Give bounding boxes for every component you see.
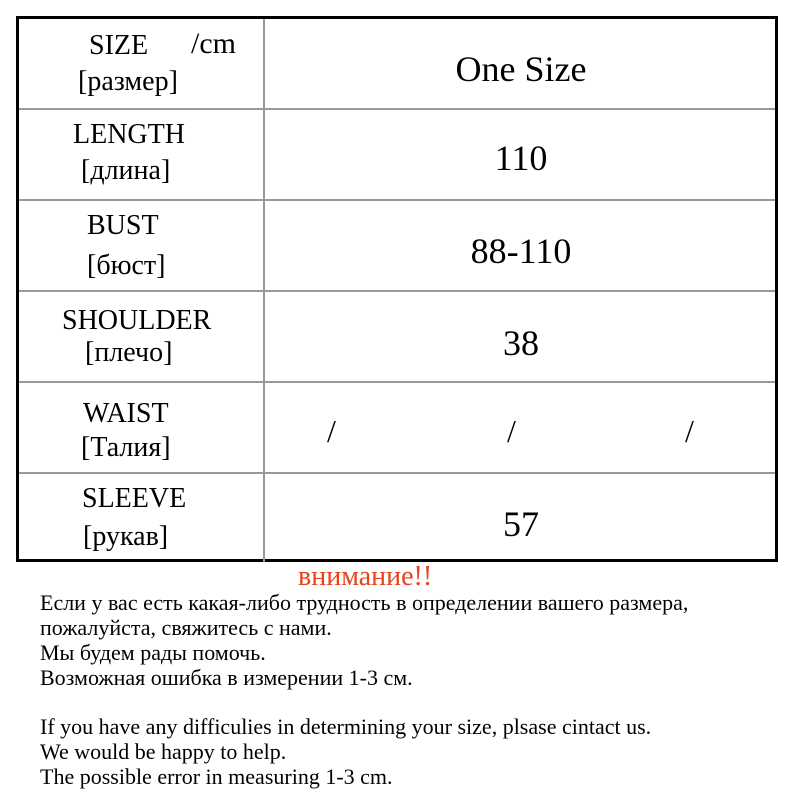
size-value: One Size	[455, 49, 587, 89]
row-label-cell	[19, 292, 265, 381]
row-label-en: WAIST	[83, 398, 169, 429]
row-label-cell	[19, 474, 265, 562]
table-row	[19, 292, 775, 383]
table-row	[19, 201, 775, 292]
row-value: 110	[494, 138, 548, 178]
header-label-cell	[19, 19, 265, 108]
waist-value-slash: /	[507, 413, 516, 449]
row-value-cell	[267, 201, 775, 290]
row-label-ru: [Талия]	[81, 432, 171, 463]
notice-en-line: The possible error in measuring 1-3 cm.	[40, 764, 393, 789]
notice-en-line: We would be happy to help.	[40, 739, 287, 764]
waist-value-slash: /	[685, 413, 694, 449]
notice-ru-line: Возможная ошибка в измерении 1-3 см.	[40, 665, 413, 690]
row-label-ru: [бюст]	[87, 250, 166, 281]
row-label-en: BUST	[87, 210, 159, 241]
size-label: SIZE	[89, 30, 149, 61]
row-label-ru: [длина]	[81, 155, 171, 186]
header-value-cell	[267, 19, 775, 108]
row-label-en: SHOULDER	[62, 305, 212, 336]
table-header-row	[19, 19, 775, 110]
row-value-cell	[267, 474, 775, 562]
row-label-ru: [плечо]	[85, 337, 173, 368]
table-row	[19, 383, 775, 474]
notice-ru-line: Мы будем рады помочь.	[40, 640, 266, 665]
row-value: 88-110	[470, 231, 572, 271]
row-label-ru: [рукав]	[83, 521, 169, 552]
row-label-cell	[19, 110, 265, 199]
row-label-cell	[19, 201, 265, 290]
row-label-en: LENGTH	[73, 119, 185, 150]
table-row	[19, 110, 775, 201]
row-value-cell	[267, 292, 775, 381]
size-chart-table	[16, 16, 778, 562]
row-value-cell	[267, 110, 775, 199]
notice-en-line: If you have any difficulies in determining your size, plsase cintact us.	[40, 714, 652, 739]
size-label-ru: [размер]	[78, 66, 178, 97]
row-value: 57	[503, 504, 539, 544]
row-value: 38	[503, 323, 539, 363]
row-label-en: SLEEVE	[82, 483, 187, 514]
notice-ru-line: Если у вас есть какая-либо трудность в определении вашего размера,	[40, 590, 689, 615]
table-row	[19, 474, 775, 562]
notice-ru-line: пожалуйста, свяжитесь с нами.	[40, 615, 332, 640]
waist-value-slash: /	[327, 413, 336, 449]
row-value-cell	[267, 383, 775, 472]
row-label-cell	[19, 383, 265, 472]
attention-heading: внимание!!	[298, 561, 433, 592]
unit-label: /cm	[191, 27, 236, 60]
